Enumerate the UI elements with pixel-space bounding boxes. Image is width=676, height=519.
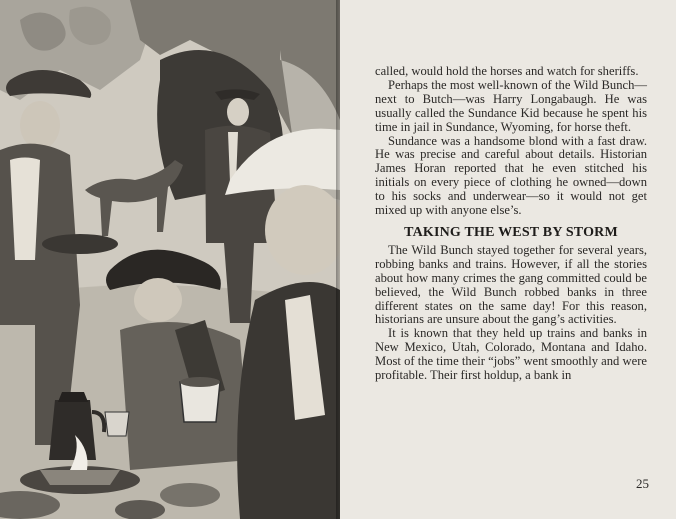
paragraph: Perhaps the most well-known of the Wild Bunch—next to Butch—was Harry Longabaugh. He was usually called the Sundance Kid because he spent his time in jail in Sundance, Wyoming, for horse theft.	[375, 77, 647, 134]
page-number: 25	[636, 476, 649, 491]
frying-pan	[42, 234, 118, 254]
section-heading: TAKING THE WEST BY STORM	[404, 224, 618, 240]
paragraph: The Wild Bunch stayed together for several years, robbing banks and trains. However, if all the stories about how many crimes the gang committed could be believed, the Wild Bunch robbed banks in three different states on the same day! For this reason, historians are unsure about the gang’s activities.	[375, 242, 647, 327]
text-page	[340, 0, 676, 519]
paragraph: It is known that they held up trains and banks in New Mexico, Utah, Colorado, Montana and Idaho. Most of the time their “jobs” went smoothly and were profitable. Their first holdup, a bank in	[375, 326, 647, 383]
coffee-pot	[49, 400, 96, 460]
body-text	[375, 65, 647, 383]
paragraph: Sundance was a handsome blond with a fast draw. He was precise and careful about details. Historian James Horan reported that he even stitched his initials on every piece of clothing he owned—down to his socks and underwear—so it would not get mixed up with anyone else’s.	[375, 133, 647, 218]
tin-cup	[180, 382, 220, 422]
paragraph: called, would hold the horses and watch for sheriffs.	[375, 64, 639, 78]
